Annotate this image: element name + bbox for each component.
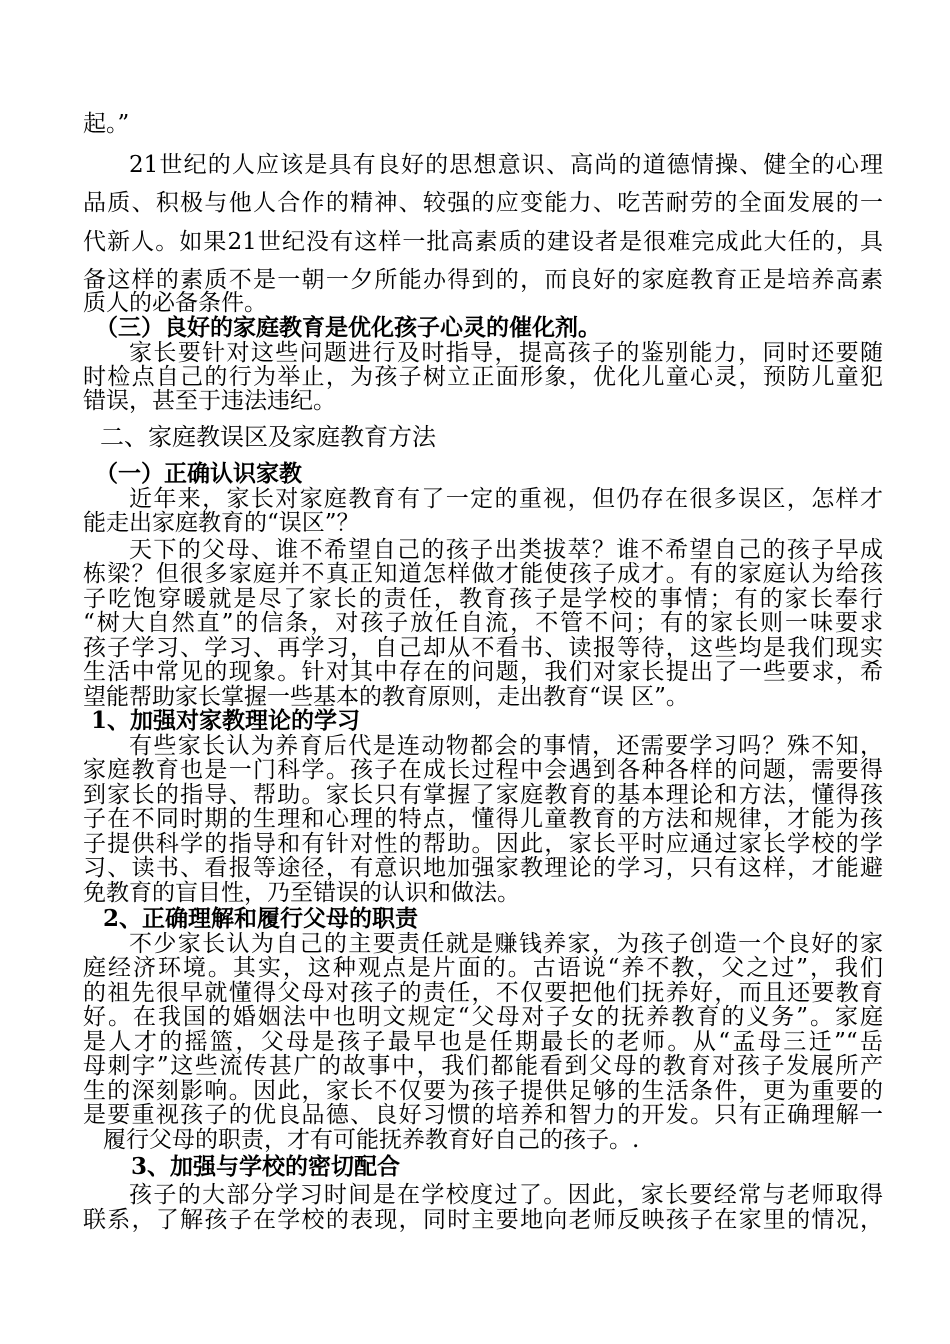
text-line: 子吃饱穿暖就是尽了家长的责任，教育孩子是学校的事情；有的家长奉行 — [83, 586, 883, 612]
text-line: 时检点自己的行为举止，为孩子树立正面形象，优化儿童心灵，预防儿童犯 — [83, 364, 883, 390]
text-line: 不少家长认为自己的主要责任就是赚钱养家，为孩子创造一个良好的家 — [129, 931, 883, 957]
section-heading: （三）良好的家庭教育是优化孩子心灵的催化剂。 — [95, 314, 601, 341]
text-line: 有些家长认为养育后代是连动物都会的事情，还需要学习吗？殊不知， — [129, 733, 883, 759]
text-line: 代新人。如果21世纪没有这样一批高素质的建设者是很难完成此大任的，具 — [83, 229, 883, 255]
text-line: 错误，甚至于违法违纪。 — [83, 388, 336, 414]
text-line: 21世纪的人应该是具有良好的思想意识、高尚的道德情操、健全的心理 — [129, 152, 883, 178]
text-line: 履行父母的职责，才有可能抚养教育好自己的孩子。. — [103, 1127, 640, 1153]
text-line: 备这样的素质不是一朝一夕所能办得到的，而良好的家庭教育正是培养高素 — [83, 267, 883, 293]
text-line: 的祖先很早就懂得父母对孩子的责任，不仅要把他们抚养好，而且还要教育 — [83, 980, 883, 1006]
text-line: “树大自然直”的信条，对孩子放任自流，不管不问；有的家长则一味要求 — [83, 610, 883, 636]
text-line: 子在不同时期的生理和心理的特点，懂得儿童教育的方法和规律，才能为孩 — [83, 806, 883, 832]
text-line: 家长要针对这些问题进行及时指导，提高孩子的鉴别能力，同时还要随 — [129, 340, 883, 366]
text-line: 望能帮助家长掌握一些基本的教育原则，走出教育“误 区”。 — [83, 684, 689, 710]
text-line: 栋梁？但很多家庭并不真正知道怎样做才能使孩子成才。有的家庭认为给孩 — [83, 561, 883, 587]
text-line: 质人的必备条件。 — [83, 290, 267, 316]
text-line: 免教育的盲目性，乃至错误的认识和做法。 — [83, 880, 520, 906]
text-line: 家庭教育也是一门科学。孩子在成长过程中会遇到各种各样的问题，需要得 — [83, 757, 883, 783]
text-line: 孩子的大部分学习时间是在学校度过了。因此，家长要经常与老师取得 — [129, 1182, 883, 1208]
text-line: 品质、积极与他人合作的精神、较强的应变能力、吃苦耐劳的全面发展的一 — [83, 190, 883, 216]
text-line: 联系，了解孩子在学校的表现，同时主要地向老师反映孩子在家里的情况， — [83, 1207, 883, 1233]
subsection-heading: 2、正确理解和履行父母的职责 — [103, 905, 419, 932]
text-line: 近年来，家长对家庭教育有了一定的重视，但仍存在很多误区，怎样才 — [129, 486, 883, 512]
text-line: 起。” — [83, 111, 130, 137]
text-line: 到家长的指导、帮助。家长只有掌握了家庭教育的基本理论和方法，懂得孩 — [83, 782, 883, 808]
text-line: 母刺字”这些流传甚广的故事中，我们都能看到父母的教育对孩子发展所产 — [83, 1053, 883, 1079]
text-line: 好。在我国的婚姻法中也明文规定“父母对子女的抚养教育的义务”。家庭 — [83, 1004, 883, 1030]
text-line: 是要重视孩子的优良品德、良好习惯的培养和智力的开发。只有正确理解一 — [83, 1102, 883, 1128]
subsection-heading: 3、加强与学校的密切配合 — [131, 1153, 401, 1180]
section-heading: （一）正确认识家教 — [95, 460, 302, 487]
text-line: 能走出家庭教育的“误区”？ — [83, 510, 360, 536]
text-line: 是人才的摇篮，父母是孩子最早也是任期最长的老师。从“孟母三迁”“岳 — [83, 1029, 883, 1055]
text-line: 生活中常见的现象。针对其中存在的问题，我们对家长提出了一些要求，希 — [83, 659, 883, 685]
text-line: 生的深刻影响。因此，家长不仅要为孩子提供足够的生活条件，更为重要的 — [83, 1078, 883, 1104]
chapter-heading: 二、家庭教误区及家庭教育方法 — [100, 423, 436, 451]
text-line: 庭经济环境。其实，这种观点是片面的。古语说“养不教，父之过”，我们 — [83, 955, 883, 981]
text-line: 习、读书、看报等途径，有意识地加强家教理论的学习，只有这样，才能避 — [83, 855, 883, 881]
subsection-heading: 1、加强对家教理论的学习 — [91, 707, 361, 734]
text-line: 孩子学习、学习、再学习，自己却从不看书、读报等待，这些均是我们现实 — [83, 635, 883, 661]
text-line: 天下的父母、谁不希望自己的孩子出类拔萃？谁不希望自己的孩子早成 — [129, 537, 883, 563]
text-line: 子提供科学的指导和有针对性的帮助。因此，家长平时应通过家长学校的学 — [83, 831, 883, 857]
